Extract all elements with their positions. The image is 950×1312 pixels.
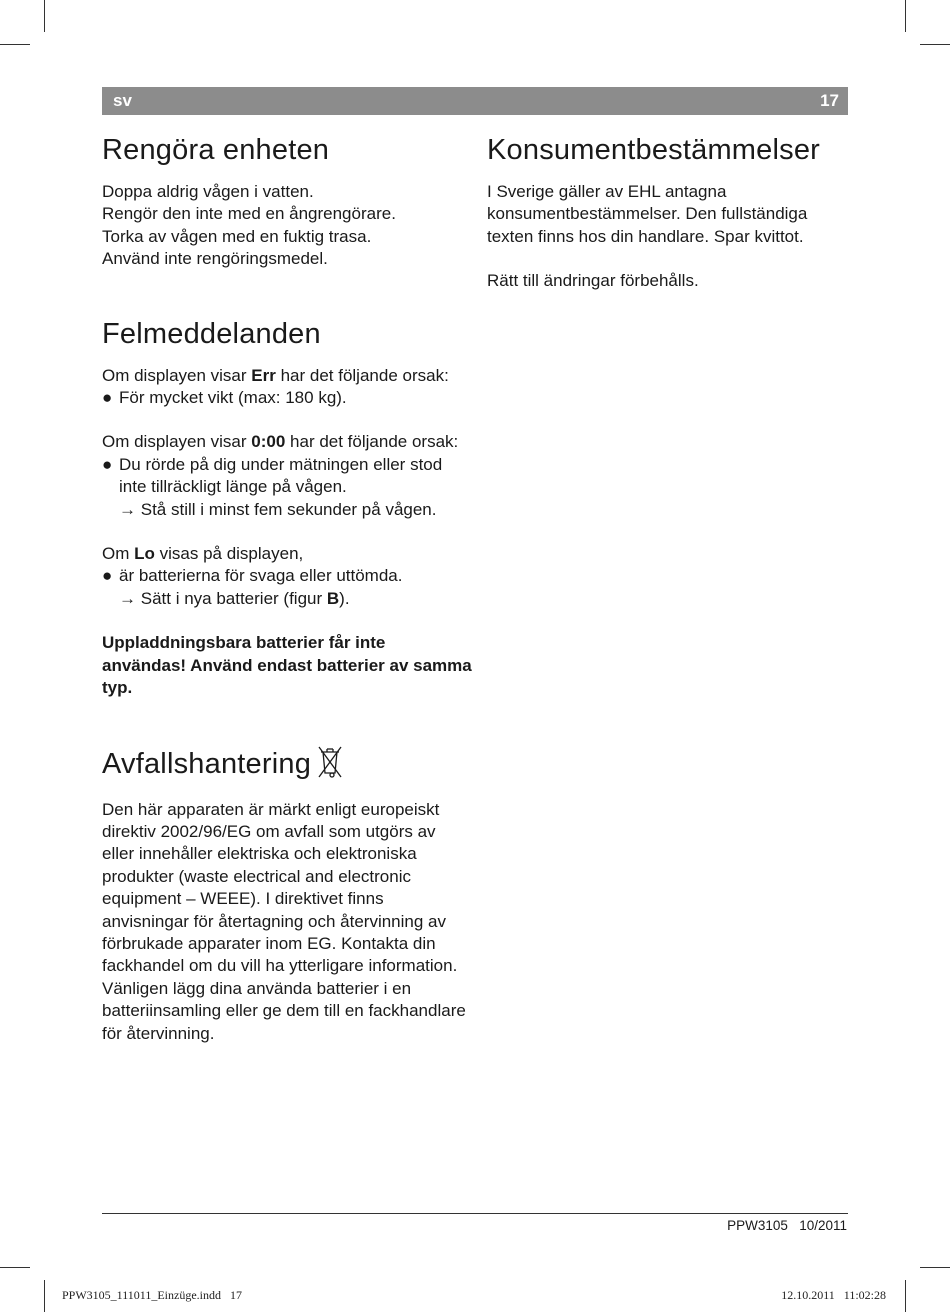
clean-line: Torka av vågen med en fuktig trasa. [102,226,372,246]
text: har det följande orsak: [285,432,459,452]
language-code: sv [113,91,132,110]
arrow-icon: → [119,499,136,519]
section-title-errors: Felmeddelanden [102,317,321,350]
error-code-lo: Lo [134,544,155,564]
model-number: PPW3105 [727,1218,788,1233]
zero-intro [102,431,472,453]
crop-mark [920,44,950,45]
crossed-out-wheelie-bin-icon [317,745,343,787]
text: Stå still i minst fem sekunder på vågen. [140,499,437,519]
slug-timestamp: 12.10.2011 11:02:28 [781,1288,886,1302]
text: är batterierna för svaga eller uttömda. [119,566,403,586]
page-number: 17 [820,91,839,110]
slug-filename: PPW3105_111011_Einzüge.indd 17 [62,1288,242,1302]
clean-line: Doppa aldrig vågen i vatten. [102,182,314,201]
action-line [119,499,472,521]
battery-warning: Uppladdningsbara batterier får inte användas! Använd endast batterier av samma typ. [102,633,472,698]
err-cause-list [102,387,472,409]
left-column [102,134,472,1045]
consumer-paragraph: I Sverige gäller av EHL antagna konsumentbestämmelser. Den fullständiga texten finns hos din handlare. Spar kvittot. [487,182,808,246]
crop-mark [0,1267,30,1268]
clean-line: Använd inte rengöringsmedel. [102,249,328,269]
text: visas på displayen, [154,544,304,564]
section-title-cleaning: Rengöra enheten [102,134,330,166]
arrow-icon: → [119,588,136,608]
crop-mark [905,1280,906,1312]
text: För mycket vikt (max: 180 kg). [119,388,347,408]
page-header-bar [102,87,848,115]
lo-cause-list [102,565,472,610]
text: Du rörde på dig under mätningen eller stod inte tillräckligt länge på vågen. [119,454,443,497]
lo-intro [102,543,472,565]
section-consumer-regulations [487,134,847,293]
bullet-icon: ● [102,566,113,586]
edition-date: 10/2011 [799,1218,847,1233]
action-line [119,588,472,610]
zero-cause-list [102,454,472,521]
err-intro [102,365,472,387]
error-code-zero: 0:00 [251,432,286,452]
error-code-err: Err [251,365,276,385]
section-cleaning [102,134,472,271]
crop-mark [0,44,30,45]
text: Om displayen visar [102,365,252,385]
crop-mark [920,1267,950,1268]
crop-mark [44,0,45,32]
clean-line: Rengör den inte med en ångrengörare. [102,204,396,224]
section-error-messages [102,318,472,700]
section-disposal [102,745,472,1045]
footer-rule [102,1213,848,1214]
text: ). [339,588,350,608]
reservation-note: Rätt till ändringar förbehålls. [487,271,699,291]
text: Sätt i nya batterier (figur [140,588,327,608]
section-title-disposal [102,745,472,787]
bullet-icon: ● [102,454,113,474]
section-title-consumer: Konsumentbestämmelser [487,134,821,166]
list-item [102,387,472,409]
text: Om displayen visar [102,432,252,452]
bullet-icon: ● [102,388,113,408]
crop-mark [905,0,906,32]
list-item [102,454,472,521]
text: Avfallshantering [102,747,312,780]
text: Om [102,544,135,564]
battery-disposal-paragraph: Vänligen lägg dina använda batterier i en batteriinsamling eller ge dem till en fackhandlare för återvinning. [102,978,466,1043]
text: har det följande orsak: [275,365,449,385]
footer-model-date [727,1218,847,1233]
disposal-paragraph: Den här apparaten är märkt enligt europeiskt direktiv 2002/96/EG om avfall som utgörs av eller innehåller elektriska och elektroniska produkter (waste electrical and electronic equipment – WEEE). I direktivet finns anvisningar för återtagning och återvinning av förbrukade apparater inom EG. Kontakta din fackhandel om du vill ha ytterligare information. [102,799,458,976]
right-column [487,134,847,293]
figure-ref: B [326,588,340,608]
crop-mark [44,1280,45,1312]
list-item [102,565,472,610]
